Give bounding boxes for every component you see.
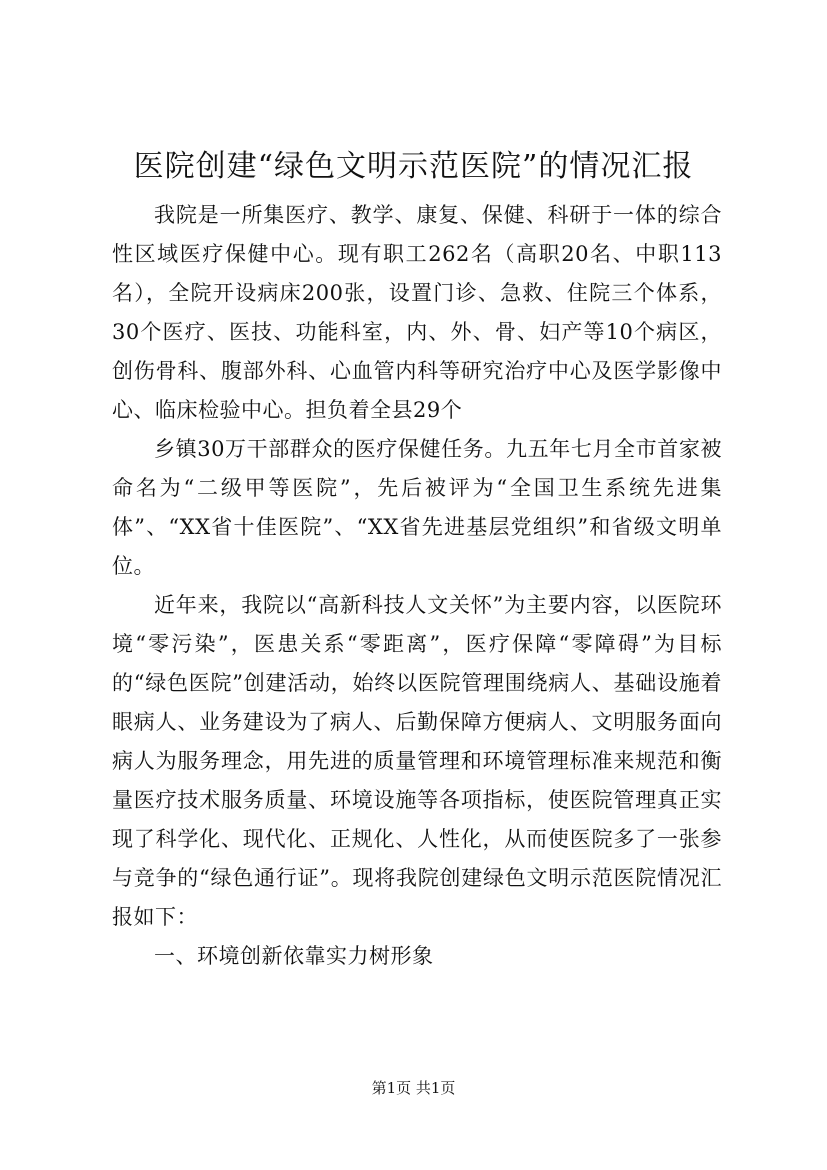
section-heading: 一、环境创新依靠实力树形象 (154, 944, 434, 968)
paragraph-intro: 我院是一所集医疗、教学、康复、保健、科研于一体的综合性区域医疗保健中心。现有职工262名（高职20名、中职113名），全院开设病床200张，设置门诊、急救、住院三个体系，30个医疗、医技、功能科室，内、外、骨、妇产等10个病区，创伤骨科、腹部外科、心血管内科等研究治疗中心及医学影像中心、临床检验中心。担负着全县29个 (112, 203, 722, 422)
document-title: 医院创建“绿色文明示范医院”的情况汇报 (133, 149, 694, 184)
paragraph-honors: 乡镇30万干部群众的医疗保健任务。九五年七月全市首家被命名为“二级甲等医院”，先后被评为“全国卫生系统先进集体”、“XX省十佳医院”、“XX省先进基层党组织”和省级文明单位。 (112, 437, 722, 578)
paragraph-green-hospital: 近年来，我院以“高新科技人文关怀”为主要内容，以医院环境“零污染”，医患关系“零距离”，医疗保障“零障碍”为目标的“绿色医院”创建活动，始终以医院管理围绕病人、基础设施着眼病人、业务建设为了病人、后勤保障方便病人、文明服务面向病人为服务理念，用先进的质量管理和环境管理标准来规范和衡量医疗技术服务质量、环境设施等各项指标，使医院管理真正实现了科学化、现代化、正规化、人性化，从而使医院多了一张参与竞争的“绿色通行证”。现将我院创建绿色文明示范医院情况汇报如下： (112, 593, 722, 929)
document-body (112, 196, 722, 976)
page-footer: 第1页 共1页 (371, 1079, 456, 1097)
